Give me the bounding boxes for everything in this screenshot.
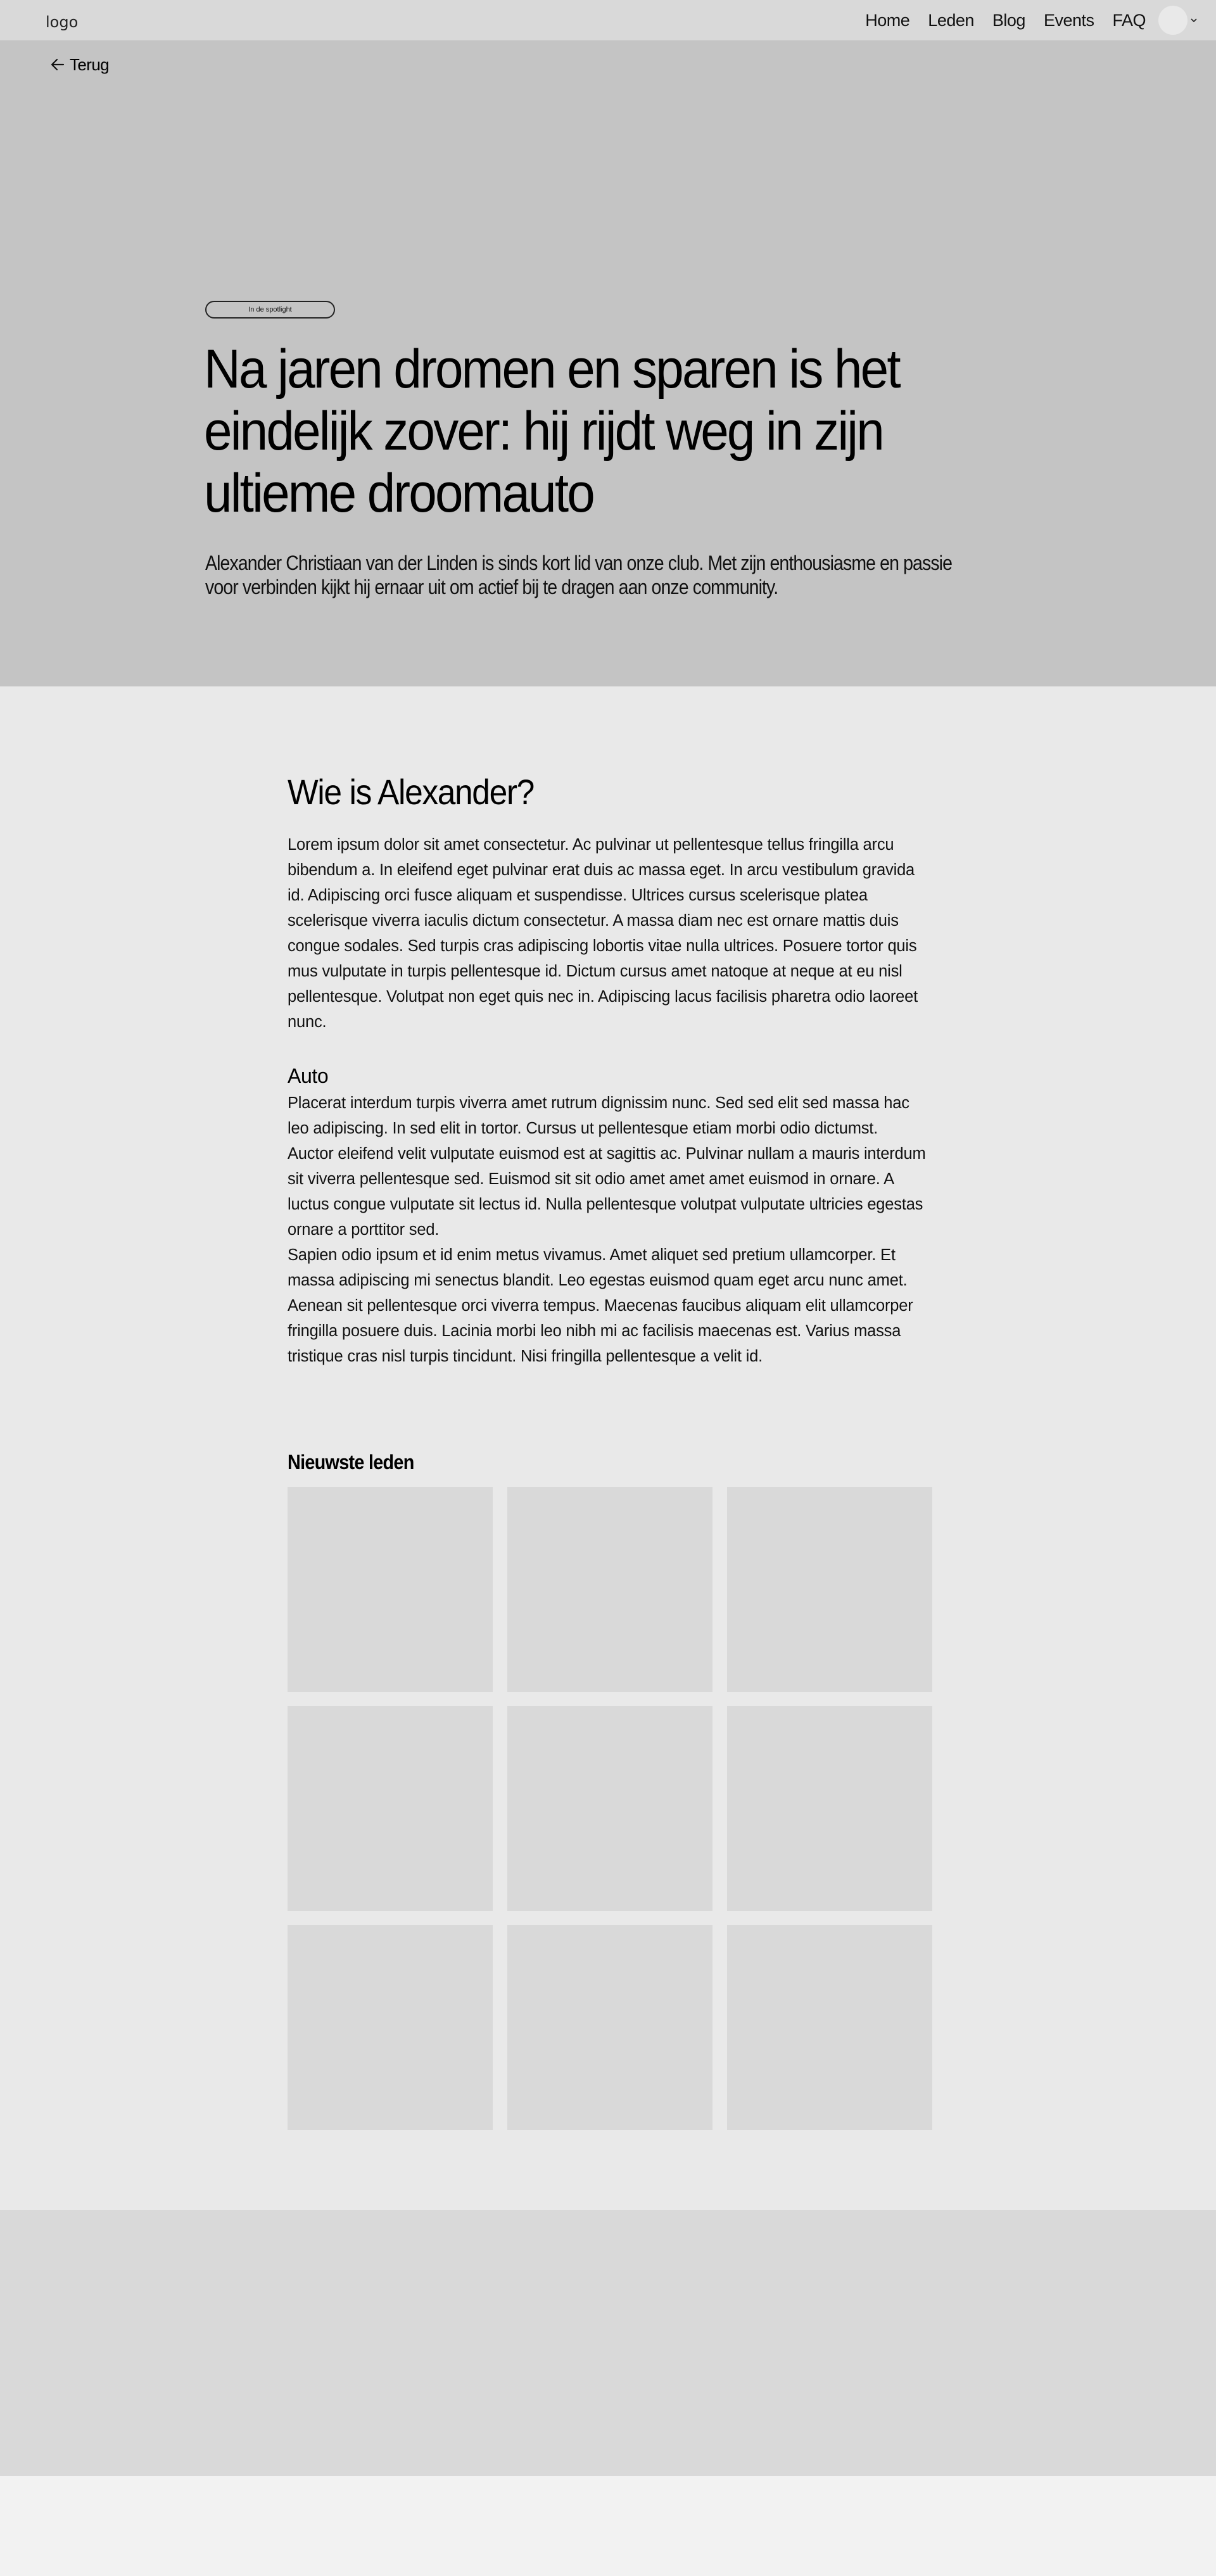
newest-members-title: Nieuwste leden [288, 1451, 414, 1474]
member-card[interactable] [507, 1706, 712, 1911]
hero-title: Na jaren dromen en sparen is het eindelijk zover: hij rijdt weg in zijn ultieme droomauto [204, 339, 899, 524]
member-card[interactable] [727, 1925, 932, 2130]
article-title: Wie is Alexander? [288, 772, 534, 812]
account-menu[interactable] [1158, 6, 1198, 35]
member-card[interactable] [288, 1925, 493, 2130]
nav-leden[interactable]: Leden [928, 10, 974, 30]
footer [0, 2210, 1216, 2476]
nav-faq[interactable]: FAQ [1112, 10, 1146, 30]
members-grid [288, 1487, 932, 2130]
avatar[interactable] [1158, 6, 1188, 35]
back-label: Terug [70, 54, 110, 74]
nav-events[interactable]: Events [1043, 10, 1094, 30]
article-subheading: Auto [288, 1064, 329, 1087]
main-nav [865, 7, 1198, 34]
member-card[interactable] [507, 1925, 712, 2130]
article-paragraph-1: Lorem ipsum dolor sit amet consectetur. Ac pulvinar ut pellentesque tellus fringilla arcu bibendum a. In eleifend eget pulvinar erat duis ac massa eget. In arcu vestibulum gravida id. Adipiscing orci fusce aliquam et suspendisse. Ultrices cursus scelerisque platea scelerisque viverra iaculis dictum consectetur. A massa diam nec est ornare mattis duis congue sodales. Sed turpis cras adipiscing lobortis vitae nulla ultrices. Posuere tortor quis mus vulputate in turpis pellentesque id. Dictum cursus amet natoque at neque at eu nisl pellentesque. Volutpat non eget quis nec in. Adipiscing lacus facilisis pharetra odio laoreet nunc. [288, 836, 918, 1031]
nav-home[interactable]: Home [865, 10, 910, 30]
member-card[interactable] [727, 1706, 932, 1911]
article-paragraph-2: Placerat interdum turpis viverra amet rutrum dignissim nunc. Sed sed elit sed massa hac leo adipiscing. In sed elit in tortor. Cursus ut pellentesque etiam morbi odio dictumst. Auctor eleifend velit vulputate euismod est at sagittis ac. Pulvinar nullam a mauris interdum sit viverra pellentesque sed. Euismod sit sit odio amet amet amet euismod in ornare. A luctus congue vulputate sit lectus id. Nulla pellentesque volutpat vulputate ultricies egestas ornare a porttitor sed. [288, 1094, 926, 1239]
chevron-down-icon[interactable] [1189, 16, 1198, 25]
hero-subtitle: Alexander Christiaan van der Linden is sinds kort lid van onze club. Met zijn enthousiasme en passie voor verbinden kijkt hij ernaar uit om actief bij te dragen aan onze community. [205, 552, 953, 598]
back-button[interactable] [49, 53, 109, 76]
nav-blog[interactable]: Blog [992, 10, 1025, 30]
member-card[interactable] [288, 1487, 493, 1692]
member-card[interactable] [507, 1487, 712, 1692]
logo[interactable]: logo [46, 13, 79, 31]
hero-section [0, 41, 1216, 686]
spotlight-badge: In de spotlight [205, 301, 335, 319]
article-section [0, 686, 1216, 2210]
arrow-left-icon [49, 56, 66, 73]
article-paragraph-3: Sapien odio ipsum et id enim metus vivamus. Amet aliquet sed pretium ullamcorper. Et massa adipiscing mi senectus blandit. Leo egestas euismod quam eget arcu nunc amet. Aenean sit pellentesque orci viverra tempus. Maecenas faucibus aliquam elit ullamcorper fringilla posuere duis. Lacinia morbi leo nibh mi ac facilisis maecenas est. Varius massa tristique cras nisl turpis tincidunt. Nisi fringilla pellentesque a velit id. [288, 1246, 913, 1365]
member-card[interactable] [288, 1706, 493, 1911]
member-card[interactable] [727, 1487, 932, 1692]
navbar [0, 0, 1216, 41]
